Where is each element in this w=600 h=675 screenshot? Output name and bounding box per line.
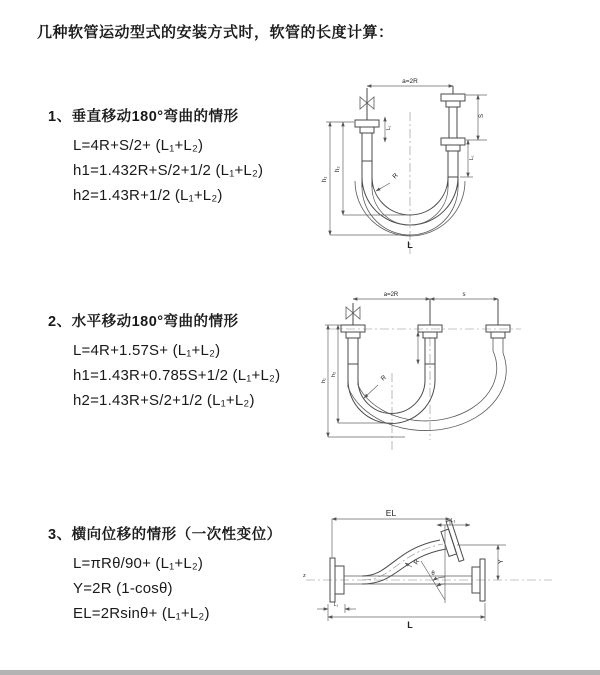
hose-arc <box>358 380 425 413</box>
diagram-1-svg <box>310 70 540 260</box>
formula-l: L=4R+1.57S+ (L₁+L₂) <box>73 342 221 359</box>
dim-label-l: L <box>407 240 413 250</box>
hose-arc-moved <box>358 351 497 421</box>
flange-hub <box>360 127 374 133</box>
formula-l: L=4R+S/2+ (L₁+L₂) <box>73 137 204 154</box>
flange <box>486 325 510 332</box>
dim-label-s: S <box>479 113 485 118</box>
flange <box>441 138 465 145</box>
diagram-vertical-180-bend <box>310 70 540 260</box>
diagram-horizontal-180-bend <box>315 285 545 460</box>
formula-h2: h2=1.43R+S/2+1/2 (L₁+L₂) <box>73 392 255 409</box>
flange-hub <box>446 145 460 151</box>
section-3 <box>48 523 282 630</box>
formula-y: Y=2R (1-cosθ) <box>73 580 173 597</box>
angle-label-theta: θ <box>431 571 435 577</box>
dim-label-l: L <box>407 620 413 630</box>
flange <box>441 94 465 101</box>
dim-label-h1: h₁ <box>321 378 327 383</box>
formula-l: L=πRθ/90+ (L₁+L₂) <box>73 555 204 572</box>
flange <box>341 325 365 332</box>
diagram-3-svg <box>300 505 560 645</box>
diagram-lateral-displacement <box>300 505 560 645</box>
dim-label-h2: h₂ <box>331 371 337 377</box>
section-2-heading: 2、水平移动180°弯曲的情形 <box>48 314 239 330</box>
flange-displaced <box>439 520 464 564</box>
dim-label-l1-top: L₁ <box>450 518 456 524</box>
formula-h1: h1=1.43R+0.785S+1/2 (L₁+L₂) <box>73 367 281 384</box>
dim-label-a2r: a=2R <box>402 78 418 85</box>
scan-edge <box>0 670 600 675</box>
section-1 <box>48 105 263 212</box>
hose-braid <box>362 133 372 161</box>
flange-hub <box>346 332 360 338</box>
dim-label-h1: h₁ <box>322 176 328 182</box>
dim-label-a2r: a=2R <box>383 292 399 298</box>
dim-label-el: EL <box>385 508 397 518</box>
radius-label: R <box>412 558 422 567</box>
section-1-heading: 1、垂直移动180°弯曲的情形 <box>48 109 239 125</box>
hose-braid <box>348 338 358 364</box>
hose-arc <box>348 380 435 424</box>
formula-el: EL=2Rsinθ+ (L₁+L₂) <box>73 605 210 622</box>
flange-hub <box>441 529 457 556</box>
dim-label-s: s <box>462 292 466 298</box>
formula-h1: h1=1.432R+S/2+1/2 (L₁+L₂) <box>73 162 264 179</box>
flange-hub <box>491 332 505 338</box>
flange-hub <box>446 101 460 107</box>
page-title: 几种软管运动型式的安装方式时，软管的长度计算： <box>37 24 394 41</box>
hose-braid <box>448 151 458 177</box>
radius-leader-arrow <box>376 183 390 191</box>
formula-h2: h2=1.43R+1/2 (L₁+L₂) <box>73 187 223 204</box>
hose-wall-displaced <box>362 540 440 576</box>
flange <box>355 120 379 127</box>
radius-label: R <box>379 374 388 383</box>
dim-label-h2: h₂ <box>335 166 341 172</box>
radius-leader-arrow <box>364 385 378 398</box>
radius-label: R <box>391 172 400 181</box>
section-2 <box>48 310 280 417</box>
diagram-2-svg <box>315 285 545 460</box>
dim-label-l1-right: L₁ <box>469 155 475 160</box>
dim-label-l1: L₁ <box>386 125 392 130</box>
centerline-mark: z <box>303 573 306 579</box>
flange <box>418 325 442 332</box>
section-3-heading: 3、横向位移的情形（一次性变位） <box>48 527 282 543</box>
dim-label-l1-left: L₁ <box>333 602 339 608</box>
dim-label-y: Y <box>498 559 505 564</box>
